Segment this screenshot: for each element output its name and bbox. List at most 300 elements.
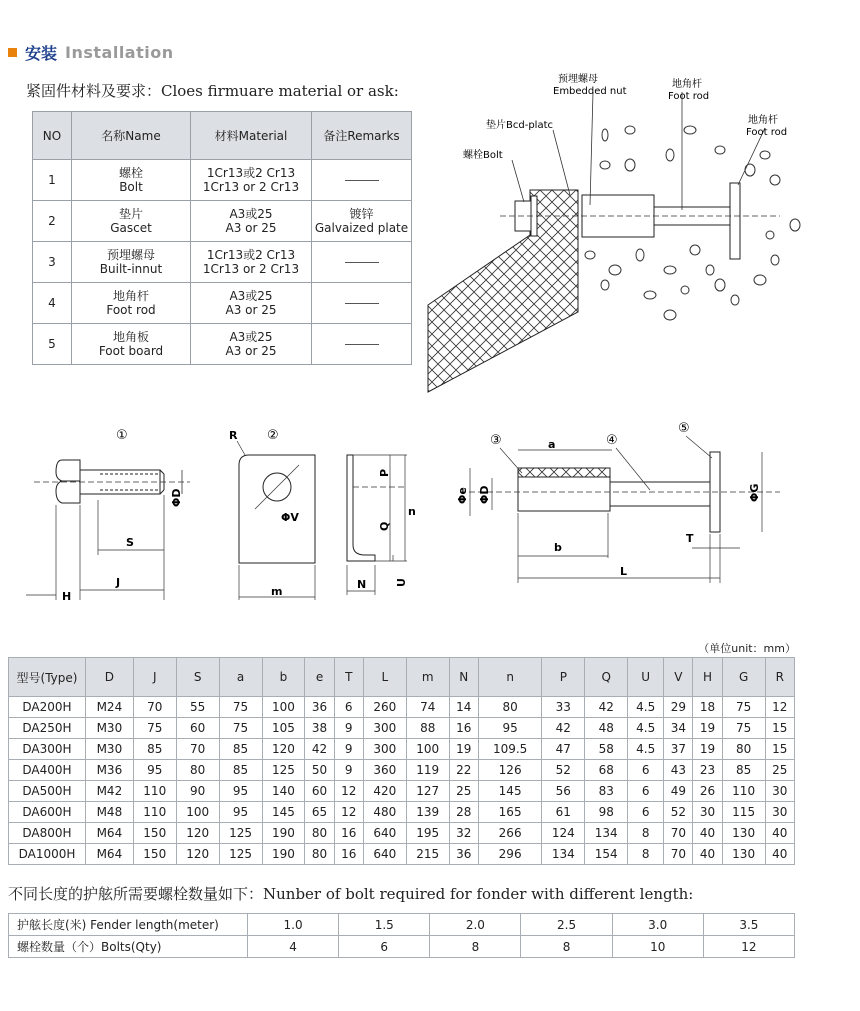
qty-label: 螺栓数量（个）Bolts(Qty) [9,936,248,958]
dimension-cell: 80 [305,844,334,865]
table-row [33,242,412,283]
type-cell: DA400H [9,760,86,781]
dimension-cell: 195 [406,823,449,844]
name-en: Foot rod [106,303,156,317]
dimension-cell: 100 [262,697,305,718]
dimension-cell: 38 [305,718,334,739]
dim-G: ΦG [748,483,761,502]
dimension-cell: 95 [133,760,176,781]
label-washer: 垫片Bcd-platc [486,120,553,131]
assembly-drawing [420,70,850,400]
dimension-cell: 6 [334,697,363,718]
cell-no: 1 [33,160,72,201]
dimension-cell: 190 [262,823,305,844]
dimension-cell: 9 [334,718,363,739]
dimension-cell: 47 [542,739,585,760]
dimension-cell: 52 [664,802,693,823]
dimension-cell: 36 [449,844,478,865]
dimension-cell: 150 [133,844,176,865]
dimension-cell: 150 [133,823,176,844]
dim-H: H [62,590,72,603]
dimension-cell: 127 [406,781,449,802]
material-en: A3 or 25 [225,344,277,358]
cell-material [191,242,312,283]
cell-name [72,283,191,324]
dimension-cell: 120 [262,739,305,760]
cell-remarks [312,201,412,242]
part-number-3: ③ [490,433,502,448]
dimension-cell: 95 [219,802,262,823]
dimension-cell: 30 [765,802,794,823]
dimension-cell: 6 [628,802,664,823]
dimension-cell: 100 [406,739,449,760]
cell-no: 4 [33,283,72,324]
cell-material [191,160,312,201]
dimension-cell: 12 [765,697,794,718]
name-en: Built-innut [99,262,163,276]
cell-name [72,201,191,242]
type-cell: DA1000H [9,844,86,865]
dimension-cell: 134 [542,844,585,865]
cell-name [72,242,191,283]
dimension-cell: 120 [176,823,219,844]
dim-S: S [126,536,134,549]
cell-remarks [312,283,412,324]
dimension-cell: 29 [664,697,693,718]
dim-V: ΦV [281,511,299,524]
dimension-cell: 56 [542,781,585,802]
dimension-cell: 15 [765,739,794,760]
dimension-cell: 37 [664,739,693,760]
length-label: 护舷长度(米) Fender length(meter) [9,914,248,936]
dimension-cell: 145 [478,781,541,802]
dimension-cell: 75 [219,718,262,739]
dimension-cell: 42 [585,697,628,718]
nut-top [518,468,610,477]
dimension-cell: 640 [363,823,406,844]
cell-remarks [312,324,412,365]
orange-square-icon [8,48,17,57]
dimension-cell: 83 [585,781,628,802]
section-header [8,40,174,64]
dimension-cell: 80 [305,823,334,844]
dimension-cell: 52 [542,760,585,781]
length-cell: 1.0 [248,914,339,936]
qty-cell: 8 [521,936,612,958]
table-row [33,160,412,201]
dimension-cell: 266 [478,823,541,844]
type-cell: DA200H [9,697,86,718]
header-cell: N [449,658,478,697]
header-cell: V [664,658,693,697]
section-title-en: Installation [65,42,174,62]
type-cell: DA300H [9,739,86,760]
cell-material [191,201,312,242]
dimension-cell: 98 [585,802,628,823]
dimension-cell: 40 [693,844,722,865]
dash-line [345,180,379,181]
dimension-cell: M24 [86,697,134,718]
dimension-cell: 70 [133,697,176,718]
dimension-cell: 110 [133,802,176,823]
dimension-cell: 23 [693,760,722,781]
dimension-cell: 90 [176,781,219,802]
dimension-cell: 80 [176,760,219,781]
cell-name [72,160,191,201]
name-en: Foot board [98,344,164,358]
label-footrod2-en: Foot rod [746,127,788,138]
dimension-cell: M36 [86,760,134,781]
dimension-cell: 640 [363,844,406,865]
material-en: A3 or 25 [225,221,277,235]
dimension-cell: 75 [722,718,765,739]
dim-U: U [395,578,408,587]
dimension-cell: 19 [449,739,478,760]
dimension-cell: 49 [664,781,693,802]
length-cell: 2.0 [430,914,521,936]
dimension-cell: 75 [219,697,262,718]
length-cell: 1.5 [339,914,430,936]
label-footrod2-zh: 地角杆 [748,115,778,126]
dimension-cell: 85 [722,760,765,781]
dimension-cell: 119 [406,760,449,781]
dimension-cell: 4.5 [628,739,664,760]
dimension-cell: 85 [133,739,176,760]
dimension-cell: 130 [722,823,765,844]
dimension-cell: 95 [478,718,541,739]
material-zh: A3或25 [229,330,273,344]
dimension-cell: 70 [664,823,693,844]
dim-b: b [554,541,562,554]
dimension-cell: 61 [542,802,585,823]
dimension-cell: 75 [133,718,176,739]
dimension-cell: M64 [86,823,134,844]
dimension-cell: 145 [262,802,305,823]
materials-table [32,111,412,365]
part-number-2: ② [267,428,279,443]
dimension-cell: 9 [334,739,363,760]
header-cell: H [693,658,722,697]
dimension-cell: 58 [585,739,628,760]
dimension-cell: 109.5 [478,739,541,760]
dimension-cell: 30 [693,802,722,823]
dimension-cell: 100 [176,802,219,823]
dimension-cell: 420 [363,781,406,802]
dimension-cell: 40 [693,823,722,844]
label-embedded-zh: 预埋螺母 [558,74,598,85]
dimension-cell: M30 [86,718,134,739]
dim-m: m [271,585,283,598]
dimension-cell: 36 [305,697,334,718]
header-cell: Q [585,658,628,697]
table-row [33,324,412,365]
table-row [9,760,795,781]
cell-no: 5 [33,324,72,365]
dim-N: N [357,578,367,591]
dimension-cell: 43 [664,760,693,781]
material-zh: 1Cr13或2 Cr13 [206,248,296,262]
dimension-cell: 95 [219,781,262,802]
rod-shape [610,482,710,506]
dimension-cell: 25 [765,760,794,781]
dimension-cell: 32 [449,823,478,844]
part-number-1: ① [116,428,128,443]
header-cell: m [406,658,449,697]
dimension-cell: 6 [628,781,664,802]
qty-cell: 4 [248,936,339,958]
dimension-cell: 40 [765,823,794,844]
dimensions-header-row [9,658,795,697]
dimension-cell: 68 [585,760,628,781]
dimension-cell: M30 [86,739,134,760]
type-cell: DA600H [9,802,86,823]
dimension-cell: 6 [628,760,664,781]
dimension-cell: 215 [406,844,449,865]
dimension-cell: 130 [722,844,765,865]
dash-line [345,262,379,263]
name-zh: 垫片 [118,207,143,221]
cell-no: 3 [33,242,72,283]
cell-material [191,283,312,324]
dim-Q: Q [378,521,391,531]
nut-body [518,477,610,511]
part-number-5: ⑤ [678,421,690,436]
dimension-cell: 110 [133,781,176,802]
part-2-washer-drawing [225,425,425,610]
table-row [9,802,795,823]
label-footrod1-en: Foot rod [668,91,710,102]
bolts-title: 不同长度的护舷所需要螺栓数量如下：Nunber of bolt required for fonder with different length: [8,885,694,903]
header-cell: D [86,658,134,697]
washer-plate [239,455,315,563]
dimension-cell: 9 [334,760,363,781]
dimension-cell: 125 [262,760,305,781]
label-footrod1-zh: 地角杆 [672,79,702,90]
fender-body-hatch [428,190,578,392]
dimension-cell: M42 [86,781,134,802]
dimension-cell: 480 [363,802,406,823]
length-cell: 3.5 [703,914,794,936]
dimension-cell: 80 [722,739,765,760]
header-cell: 型号(Type) [9,658,86,697]
table-row [9,718,795,739]
part-1-bolt-drawing [20,425,200,610]
name-zh: 预埋螺母 [106,248,155,262]
dim-R: R [229,429,238,442]
bolts-table [8,913,795,958]
dimension-cell: 60 [176,718,219,739]
header-cell: n [478,658,541,697]
washer-side [347,455,375,561]
part-number-4: ④ [606,433,618,448]
dimensions-table [8,657,795,865]
qty-cell: 12 [703,936,794,958]
col-name: 名称Name [72,112,191,160]
dim-a: a [548,438,556,451]
dimensions-body [9,697,795,865]
dimension-cell: 50 [305,760,334,781]
dimension-cell: 16 [334,823,363,844]
qty-row [9,936,795,958]
dimension-cell: 25 [449,781,478,802]
cell-remarks [312,242,412,283]
table-row [33,283,412,324]
remark-zh: 镀锌 [349,207,374,221]
dimension-cell: 300 [363,739,406,760]
dimension-cell: 48 [585,718,628,739]
dimension-cell: 190 [262,844,305,865]
header-cell: b [262,658,305,697]
dimension-cell: 360 [363,760,406,781]
header-cell: T [334,658,363,697]
table-row [9,823,795,844]
header-cell: U [628,658,664,697]
col-no: NO [33,112,72,160]
type-cell: DA500H [9,781,86,802]
dimension-cell: 125 [219,823,262,844]
cell-material [191,324,312,365]
dimension-cell: 40 [765,844,794,865]
dimension-cell: 12 [334,802,363,823]
unit-note: （单位unit：mm） [698,642,796,655]
parts-3-5-drawing [440,418,790,593]
dimension-cell: 125 [219,844,262,865]
dimension-cell: 85 [219,739,262,760]
dim-J: J [116,576,121,589]
qty-cell: 10 [612,936,703,958]
dimension-cell: 296 [478,844,541,865]
dimension-cell: M48 [86,802,134,823]
dimension-cell: 16 [449,718,478,739]
length-cell: 2.5 [521,914,612,936]
qty-cell: 6 [339,936,430,958]
materials-title: 紧固件材料及要求：Cloes firmuare material or ask: [26,82,399,100]
material-en: 1Cr13 or 2 Cr13 [202,180,300,194]
header-cell: G [722,658,765,697]
dimension-cell: 30 [765,781,794,802]
dimension-cell: 124 [542,823,585,844]
header-cell: L [363,658,406,697]
dash-line [345,303,379,304]
dimension-cell: 126 [478,760,541,781]
dimension-cell: 28 [449,802,478,823]
label-embedded-en: Embedded nut [553,86,627,97]
table-row [9,781,795,802]
length-cell: 3.0 [612,914,703,936]
qty-cell: 8 [430,936,521,958]
cell-remarks [312,160,412,201]
name-zh: 螺栓 [118,166,143,180]
dash-line [345,344,379,345]
remark-en: Galvaized plate [314,221,409,235]
dim-P: P [378,468,391,477]
dimension-cell: 18 [693,697,722,718]
dim-T: T [686,532,694,545]
dim-e: Φe [456,487,469,504]
dimension-cell: 300 [363,718,406,739]
dimension-cell: 55 [176,697,219,718]
dimension-cell: 115 [722,802,765,823]
dimension-cell: 139 [406,802,449,823]
dimension-cell: 33 [542,697,585,718]
dimension-cell: 19 [693,739,722,760]
name-en: Gascet [110,221,152,235]
header-cell: P [542,658,585,697]
foot-board [730,183,740,259]
dim-D2: ΦD [478,485,491,504]
dimension-cell: 88 [406,718,449,739]
type-cell: DA800H [9,823,86,844]
header-cell: a [219,658,262,697]
dim-n: n [408,505,416,518]
material-en: 1Cr13 or 2 Cr13 [202,262,300,276]
dimension-cell: 8 [628,823,664,844]
dimension-cell: 4.5 [628,718,664,739]
dimension-cell: 15 [765,718,794,739]
label-bolt: 螺栓Bolt [463,150,503,161]
dimension-cell: 85 [219,760,262,781]
dimension-cell: 134 [585,823,628,844]
dimension-cell: 22 [449,760,478,781]
material-zh: A3或25 [229,207,273,221]
material-en: A3 or 25 [225,303,277,317]
dim-D: ΦD [170,488,183,507]
material-zh: 1Cr13或2 Cr13 [206,166,296,180]
dimension-cell: 74 [406,697,449,718]
col-remarks: 备注Remarks [312,112,412,160]
dimension-cell: 70 [664,844,693,865]
type-cell: DA250H [9,718,86,739]
section-title-zh: 安装 [25,43,58,63]
dimension-cell: 110 [722,781,765,802]
dimension-cell: 165 [478,802,541,823]
dimension-cell: 75 [722,697,765,718]
dimension-cell: 260 [363,697,406,718]
cell-name [72,324,191,365]
dimension-cell: 16 [334,844,363,865]
dimension-cell: 19 [693,718,722,739]
table-row [9,697,795,718]
header-cell: J [133,658,176,697]
materials-header-row [33,112,412,160]
header-cell: R [765,658,794,697]
header-cell: S [176,658,219,697]
dimension-cell: 105 [262,718,305,739]
dimension-cell: 80 [478,697,541,718]
name-zh: 地角杆 [112,289,149,303]
dimension-cell: 60 [305,781,334,802]
dimension-cell: 65 [305,802,334,823]
dimension-cell: 70 [176,739,219,760]
table-row [9,844,795,865]
table-row [9,739,795,760]
dimension-cell: 120 [176,844,219,865]
dimension-cell: 4.5 [628,697,664,718]
cell-no: 2 [33,201,72,242]
dimension-cell: 34 [664,718,693,739]
dimension-cell: 42 [305,739,334,760]
dimension-cell: 140 [262,781,305,802]
table-row [33,201,412,242]
name-en: Bolt [119,180,143,194]
dim-L: L [620,565,628,578]
header-cell: e [305,658,334,697]
col-material: 材料Material [191,112,312,160]
dimension-cell: 154 [585,844,628,865]
dimension-cell: 26 [693,781,722,802]
dimension-cell: 12 [334,781,363,802]
dimension-cell: 8 [628,844,664,865]
